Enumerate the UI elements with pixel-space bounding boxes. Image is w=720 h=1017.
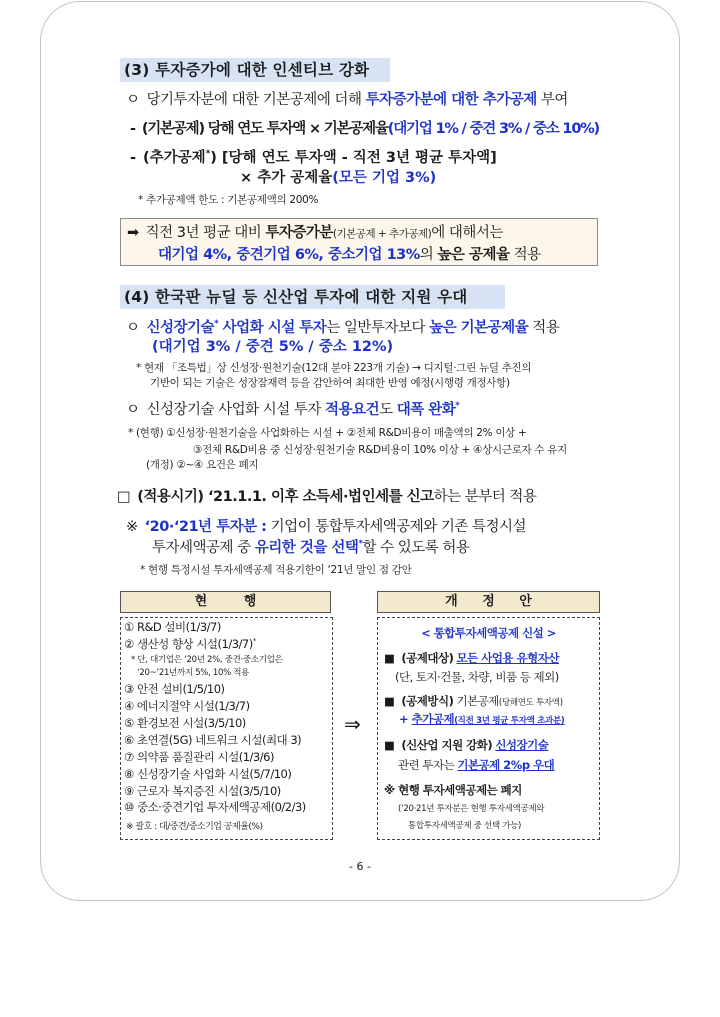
list-item: ⑨ 근로자 복지증진 시설(3/5/10) xyxy=(124,784,281,798)
square-marker: □ xyxy=(117,489,131,505)
section4-note1-line1: * 현재 「조특법」상 신성장·원천기술(12대 분야 223개 기술) → 디지털·그린 뉴딜 추진의 xyxy=(136,362,532,374)
revised-item-method xyxy=(384,694,563,709)
additional-deduction-label: (추가공제 xyxy=(143,150,206,166)
timing-emphasis: (적용시기) ‘21.1.1. 이후 소득세·법인세를 신고 xyxy=(137,489,434,505)
table-footnote: ※ 괄호 : 대/중견/중소기업 공제율(%) xyxy=(126,822,263,832)
list-item-note: * 단, 대기업은 ‘20년 2%, 중견·중소기업은 xyxy=(131,655,283,665)
comparison-emphasis: 유리한 것을 선택 xyxy=(254,540,359,556)
timing-text: 하는 분부터 적용 xyxy=(433,489,537,505)
list-item: ⑧ 신성장기술 사업화 시설(5/7/10) xyxy=(124,767,292,781)
item-emphasis: 투자증가분에 대한 추가공제 xyxy=(365,92,537,108)
basic-deduction-label: (기본공제) xyxy=(141,121,204,137)
item-emphasis: 대폭 완화 xyxy=(396,402,456,418)
summary-emphasis: 높은 공제율 xyxy=(437,247,510,263)
summary-text: 에 대해서는 xyxy=(431,225,503,241)
list-item-note: ‘20~‘21년까지 5%, 10% 적용 xyxy=(137,668,250,678)
revised-item-text: 관련 투자는 xyxy=(398,758,458,772)
bullet-marker: ㅇ xyxy=(126,320,140,336)
section3-item-additional-deduction xyxy=(126,91,568,109)
revised-item-text: 기본공제 xyxy=(453,694,499,708)
footnote-asterisk: * xyxy=(252,637,256,646)
revised-item-target xyxy=(384,651,559,665)
footnote-asterisk: * xyxy=(214,319,219,330)
bullet-marker: ㅇ xyxy=(126,402,140,418)
item-text: 는 일반투자보다 xyxy=(326,320,430,336)
comparison-note: * 현행 특정시설 투자세액공제 적용기한이 ‘21년 말인 점 감안 xyxy=(140,564,412,576)
list-item xyxy=(124,637,256,651)
section4-item-requirements xyxy=(126,401,459,419)
list-item: ① R&D 설비(1/3/7) xyxy=(124,620,221,634)
comparison-text: 투자세액공제 중 xyxy=(152,540,255,556)
item-text: 부여 xyxy=(536,92,568,108)
revised-abolition-note: ※ 현행 투자세액공제는 폐지 xyxy=(384,783,522,797)
double-arrow-icon: ⇒ xyxy=(344,712,361,736)
summary-text: 적용 xyxy=(509,247,541,263)
revised-item-emphasis: 신성장기술 xyxy=(495,738,549,752)
current-header: 현 행 xyxy=(120,591,331,613)
list-item: ④ 에너지절약 시설(1/3/7) xyxy=(124,699,250,713)
comparison-line-1 xyxy=(126,518,526,536)
item-emphasis: 높은 기본공제율 xyxy=(429,320,529,336)
section4-rates: (대기업 3% / 중견 5% / 중소 12%) xyxy=(152,339,394,355)
footnote-asterisk: * xyxy=(358,539,363,550)
additional-deduction-label-end: ) xyxy=(210,150,217,166)
arrow-right-icon: ➡ xyxy=(127,225,139,241)
basic-deduction-line xyxy=(130,120,599,138)
list-item: ③ 안전 설비(1/5/10) xyxy=(124,682,225,696)
revised-item-method-detail xyxy=(399,712,565,727)
bullet-marker: ㅇ xyxy=(126,92,140,108)
revised-item-detail: (단, 토지·건물, 차량, 비품 등 제외) xyxy=(395,670,559,684)
section4-title: (4) 한국판 뉴딜 등 신산업 투자에 대한 지원 우대 xyxy=(120,285,505,309)
comparison-line-2 xyxy=(152,539,469,557)
additional-rate-value: (모든 기업 3%) xyxy=(332,170,437,186)
summary-small-text: (기본공제 + 추가공제) xyxy=(332,228,432,240)
item-emphasis: 사업화 시설 투자 xyxy=(218,320,327,336)
basic-deduction-rates: (대기업 1% / 중견 3% / 중소 10%) xyxy=(387,121,599,137)
application-timing-line xyxy=(117,488,536,506)
item-emphasis: 적용요건 xyxy=(325,402,380,418)
item-text: 도 xyxy=(379,402,397,418)
list-item: ⑥ 초연결(5G) 네트워크 시설(최대 3) xyxy=(124,733,302,747)
additional-deduction-line xyxy=(130,149,497,167)
revised-item-new-industry xyxy=(384,738,548,752)
summary-box xyxy=(120,218,598,266)
additional-deduction-note: * 추가공제액 한도 : 기본공제액의 200% xyxy=(138,194,319,206)
summary-rates: 대기업 4%, 중견기업 6%, 중소기업 13% xyxy=(158,247,420,263)
revised-item-new-industry-detail xyxy=(398,758,554,772)
revised-abolition-detail-2: 통합투자세액공제 중 선택 가능) xyxy=(408,821,522,831)
revised-header: 개 정 안 xyxy=(377,591,600,613)
section3-title: (3) 투자증가에 대한 인센티브 강화 xyxy=(120,58,390,82)
dash-marker: - xyxy=(130,121,135,137)
revised-item-small: (직전 3년 평균 투자액 초과분) xyxy=(454,716,565,726)
section4-item-new-growth xyxy=(126,319,559,337)
revised-item-label: (공제방식) xyxy=(401,694,454,708)
revised-item-emphasis: 추가공제 xyxy=(411,712,455,726)
additional-deduction-formula: [당해 연도 투자액 - 직전 3년 평균 투자액] xyxy=(216,150,497,166)
comparison-text: 기업이 통합투자세액공제와 기존 특정시설 xyxy=(266,519,527,535)
summary-text: 의 xyxy=(419,247,438,263)
additional-deduction-rate-line xyxy=(240,169,436,187)
summary-line-1 xyxy=(127,224,503,243)
square-bullet-icon: ■ xyxy=(384,651,395,665)
item-text: 당기투자분에 대한 기본공제에 더해 xyxy=(146,92,366,108)
comparison-text: 할 수 있도록 허용 xyxy=(362,540,470,556)
list-item: ⑦ 의약품 품질관리 시설(1/3/6) xyxy=(124,750,274,764)
item-text: 적용 xyxy=(528,320,560,336)
square-bullet-icon: ■ xyxy=(384,694,395,708)
list-item: ⑩ 중소·중견기업 투자세액공제(0/2/3) xyxy=(124,800,306,814)
revised-abolition-detail-1: (‘20·21년 투자분은 현행 투자세액공제와 xyxy=(398,804,545,814)
reference-mark: ※ xyxy=(126,519,138,535)
list-item: ⑤ 환경보전 시설(3/5/10) xyxy=(124,716,246,730)
revised-item-text: + xyxy=(399,712,412,726)
square-bullet-icon: ■ xyxy=(384,738,395,752)
revised-items-box xyxy=(377,617,600,840)
section4-note2-line1: * (현행) ①신성장·원천기술을 사업화하는 시설 + ②전체 R&D비용이 매출액의 2% 이상 + xyxy=(128,427,527,439)
summary-line-2 xyxy=(158,246,541,264)
item-emphasis: 신성장기술 xyxy=(146,320,215,336)
section4-note1-line2: 기반이 되는 기술은 성장잠재력 등을 감안하여 최대한 반영 예정(시행령 개정사항) xyxy=(150,377,510,389)
item-text: 신성장기술 사업화 시설 투자 xyxy=(146,402,326,418)
section4-note2-line3: (개정) ②~④ 요건은 폐지 xyxy=(146,459,259,471)
revised-item-label: (공제대상) xyxy=(401,651,454,665)
summary-text: 직전 3년 평균 대비 xyxy=(145,225,266,241)
additional-rate-text: × 추가 공제율 xyxy=(240,170,333,186)
revised-item-emphasis: 기본공제 2%p 우대 xyxy=(457,758,555,772)
section4-note2-line2: ③전체 R&D비용 중 신성장·원천기술 R&D비용이 10% 이상 + ④상시근로자 수 유지 xyxy=(193,444,567,456)
page-number: - 6 - xyxy=(349,860,371,873)
dash-marker: - xyxy=(130,150,137,166)
list-item-text: ② 생산성 향상 시설(1/3/7) xyxy=(124,637,253,651)
revised-item-emphasis: 모든 사업용 유형자산 xyxy=(456,651,559,665)
revised-item-label: (신산업 지원 강화) xyxy=(401,738,493,752)
current-items-box xyxy=(120,617,333,840)
footnote-asterisk: * xyxy=(205,149,211,160)
basic-deduction-text: 당해 연도 투자액 × 기본공제율 xyxy=(203,121,388,137)
revised-item-small: (당해연도 투자액) xyxy=(498,698,563,708)
summary-emphasis: 투자증가분 xyxy=(265,225,333,241)
footnote-asterisk: * xyxy=(455,401,460,412)
comparison-emphasis: ‘20·‘21년 투자분 : xyxy=(144,519,267,535)
revised-title: < 통합투자세액공제 신설 > xyxy=(421,626,556,640)
